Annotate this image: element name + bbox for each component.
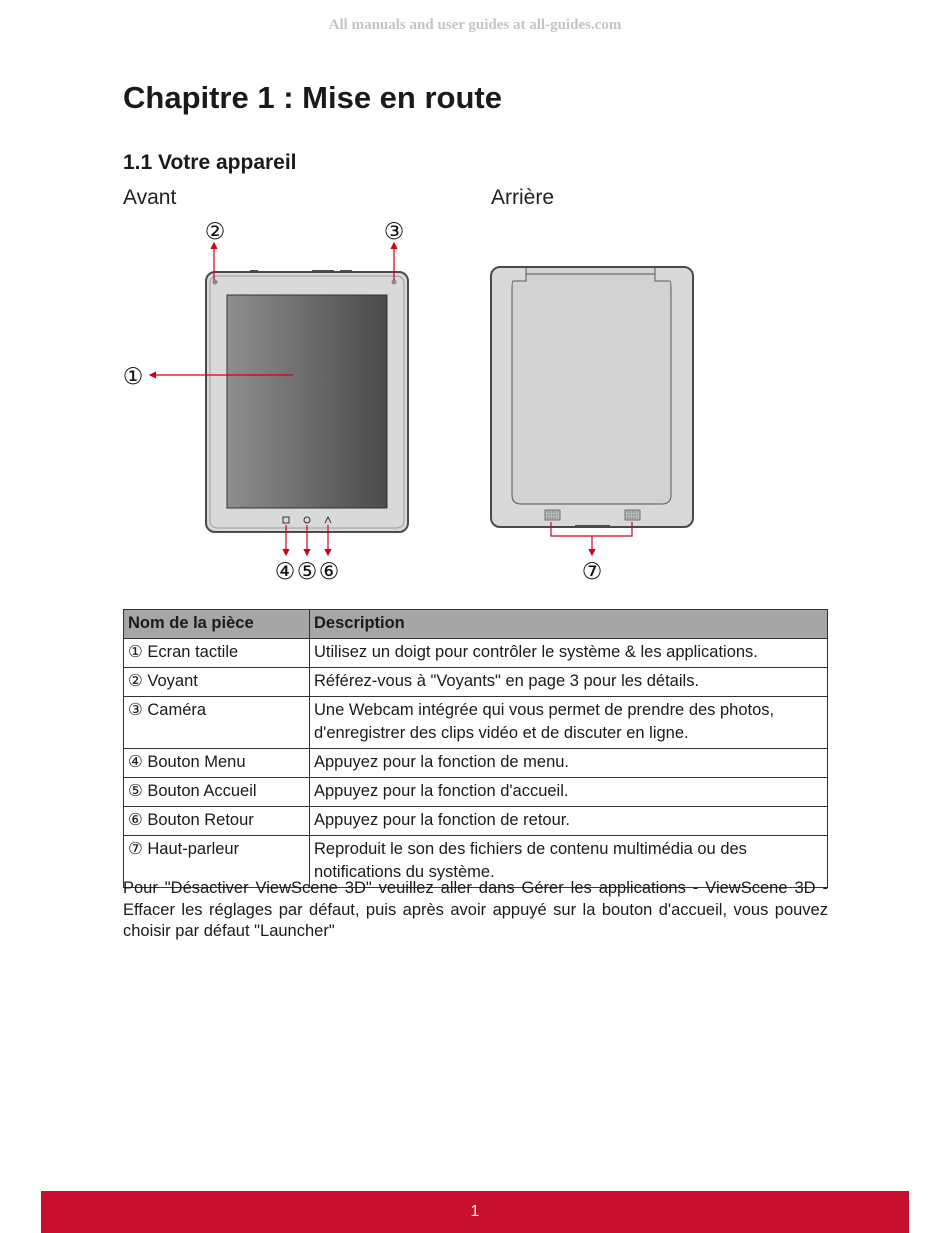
part-description: Appuyez pour la fonction de retour. xyxy=(310,807,828,836)
part-description: Une Webcam intégrée qui vous permet de prendre des photos, d'enregistrer des clips vidéo et de discuter en ligne. xyxy=(310,697,828,749)
part-description: Reproduit le son des fichiers de contenu multimédia ou des notifications du système. xyxy=(310,836,828,888)
header-description: Description xyxy=(310,610,828,639)
part-description: Appuyez pour la fonction de menu. xyxy=(310,749,828,778)
back-view-label: Arrière xyxy=(491,186,555,209)
device-diagram xyxy=(0,210,950,600)
table-row xyxy=(124,639,828,668)
parts-table xyxy=(123,609,828,888)
speaker-grille-right xyxy=(625,510,640,520)
speaker-grille-left xyxy=(545,510,560,520)
header-part-name: Nom de la pièce xyxy=(124,610,310,639)
table-row xyxy=(124,668,828,697)
callout-5: ⑤ xyxy=(296,559,318,585)
part-name: ⑥ Bouton Retour xyxy=(124,807,310,836)
indicator-light xyxy=(213,280,218,285)
touch-screen xyxy=(227,295,387,508)
table-row xyxy=(124,697,828,749)
chapter-title: Chapitre 1 : Mise en route xyxy=(123,80,502,115)
page-number: 1 xyxy=(470,1203,480,1220)
table-header-row xyxy=(124,610,828,639)
part-description: Référez-vous à "Voyants" en page 3 pour les détails. xyxy=(310,668,828,697)
table-row xyxy=(124,778,828,807)
table-row xyxy=(124,749,828,778)
part-description: Appuyez pour la fonction d'accueil. xyxy=(310,778,828,807)
callout-7: ⑦ xyxy=(581,559,603,585)
part-name: ① Ecran tactile xyxy=(124,639,310,668)
front-view-label: Avant xyxy=(123,186,177,209)
back-tablet xyxy=(491,267,693,527)
camera-lens xyxy=(392,280,397,285)
callout-6: ⑥ xyxy=(318,559,340,585)
watermark: All manuals and user guides at all-guides.com xyxy=(328,17,622,33)
note-paragraph: Pour "Désactiver ViewScene 3D" veuillez aller dans Gérer les applications - ViewScene 3D - Effacer les réglages par défaut, puis après avoir appuyé sur la bouton d'accueil, vous pouvez choisir par défaut "Launcher" xyxy=(123,879,828,940)
part-name: ③ Caméra xyxy=(124,697,310,749)
section-title: 1.1 Votre appareil xyxy=(123,151,297,174)
part-description: Utilisez un doigt pour contrôler le système & les applications. xyxy=(310,639,828,668)
part-name: ⑤ Bouton Accueil xyxy=(124,778,310,807)
callout-4: ④ xyxy=(274,559,296,585)
part-name: ④ Bouton Menu xyxy=(124,749,310,778)
callout-1: ① xyxy=(122,364,144,390)
front-tablet xyxy=(206,271,408,532)
table-row xyxy=(124,807,828,836)
footer-bar xyxy=(41,1191,909,1233)
callout-3: ③ xyxy=(383,219,405,245)
part-name: ⑦ Haut-parleur xyxy=(124,836,310,888)
part-name: ② Voyant xyxy=(124,668,310,697)
callout-2: ② xyxy=(204,219,226,245)
